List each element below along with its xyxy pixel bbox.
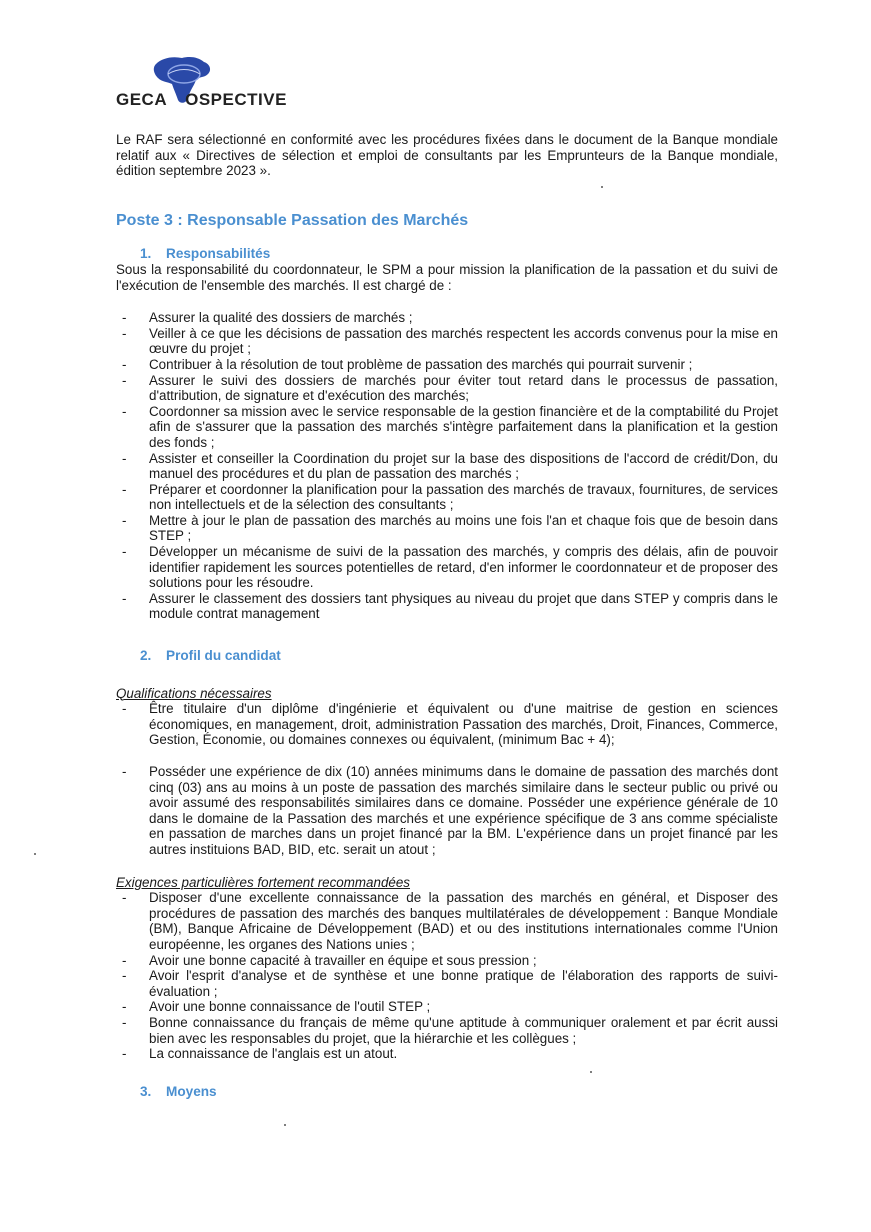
list-item: - Assurer le classement des dossiers tant physiques au niveau du projet que dans STEP y compris dans le module contrat management bbox=[116, 591, 778, 622]
company-logo bbox=[116, 54, 316, 112]
qualifications-list bbox=[116, 701, 778, 857]
list-item: - Assurer la qualité des dossiers de marchés ; bbox=[116, 310, 778, 326]
list-item: - Veiller à ce que les décisions de passation des marchés respectent les accords convenus pour la mise en œuvre du projet ; bbox=[116, 326, 778, 357]
scan-speck bbox=[590, 1071, 592, 1073]
list-item: - Mettre à jour le plan de passation des marchés au moins une fois l'an et chaque fois que de besoin dans STEP ; bbox=[116, 513, 778, 544]
scan-speck bbox=[34, 853, 36, 855]
list-item: - Contribuer à la résolution de tout problème de passation des marchés qui pourrait survenir ; bbox=[116, 357, 778, 373]
poste-title: Poste 3 : Responsable Passation des Marchés bbox=[116, 211, 469, 229]
section-heading-responsabilites: 1. Responsabilités bbox=[140, 246, 271, 262]
exigences-list bbox=[116, 890, 778, 1062]
intro-paragraph: Le RAF sera sélectionné en conformité avec les procédures fixées dans le document de la Banque mondiale relatif aux « Directives de sélection et emploi de consultants par les Emprunteurs de la Banque mondiale, édition septembre 2023 ». bbox=[116, 132, 778, 179]
scan-speck bbox=[284, 1124, 286, 1126]
list-item: - Coordonner sa mission avec le service responsable de la gestion financière et de la comptabilité du Projet afin de s'assurer que la passation des marchés s'intègre parfaitement dans la planification et la gestion des fonds ; bbox=[116, 404, 778, 451]
section-heading-moyens: 3. Moyens bbox=[140, 1083, 217, 1099]
list-item: - Préparer et coordonner la planification pour la passation des marchés de travaux, fournitures, de services non intellectuels et de la sélection des consultants ; bbox=[116, 482, 778, 513]
list-item: - Avoir une bonne capacité à travailler en équipe et sous pression ; bbox=[116, 953, 778, 969]
logo-text: GECA OSPECTIVE bbox=[116, 90, 287, 109]
scan-speck bbox=[601, 186, 603, 188]
qualifications-subheading: Qualifications nécessaires bbox=[116, 685, 272, 701]
document-body bbox=[116, 132, 778, 1099]
list-item: - Disposer d'une excellente connaissance de la passation des marchés en général, et Disposer des procédures de passation des marchés des banques multilatérales de développement : Banque Mondiale (BM), Banque Africaine de Développement (BAD) et ou des institutions internationales comme l'Union européenne, les organes des Nations unies ; bbox=[116, 890, 778, 952]
list-item: - Assurer le suivi des dossiers de marchés pour éviter tout retard dans le processus de passation, d'attribution, de signature et d'exécution des marchés; bbox=[116, 373, 778, 404]
list-item: - Avoir l'esprit d'analyse et de synthèse et une bonne pratique de l'élaboration des rapports de suivi-évaluation ; bbox=[116, 968, 778, 999]
list-item: - Développer un mécanisme de suivi de la passation des marchés, y compris des délais, afin de pouvoir identifier rapidement les sources potentielles de retard, d'en informer le coordonnateur et de proposer des solutions pour les résoudre. bbox=[116, 544, 778, 591]
list-item: - Bonne connaissance du français de même qu'une aptitude à communiquer oralement et par écrit aussi bien avec les responsables du projet, que la hiérarchie et les collègues ; bbox=[116, 1015, 778, 1046]
section-heading-profil: 2. Profil du candidat bbox=[140, 648, 281, 664]
list-item: - La connaissance de l'anglais est un atout. bbox=[116, 1046, 778, 1062]
responsabilites-list bbox=[116, 310, 778, 622]
list-item: - Avoir une bonne connaissance de l'outil STEP ; bbox=[116, 999, 778, 1015]
list-item: - Posséder une expérience de dix (10) années minimums dans le domaine de passation des marchés dont cinq (03) ans au moins à un poste de passation des marchés similaire dans le secteur public ou privé ou avoir assumé des responsabilités similaires dans ce domaine. Posséder une expérience générale de 10 dans le domaine de la Passation des marchés et une expérience spécifique de 3 ans comme spécialiste en passation de marches dans un projet financé par la BM. L'expérience dans un projet financé par les autres instituions BAD, BID, etc. serait un atout ; bbox=[116, 764, 778, 858]
list-item: - Assister et conseiller la Coordination du projet sur la base des dispositions de l'accord de crédit/Don, du manuel des procédures et du plan de passation des marchés ; bbox=[116, 451, 778, 482]
responsabilites-lead: Sous la responsabilité du coordonnateur, le SPM a pour mission la planification de la passation et du suivi de l'exécution de l'ensemble des marchés. Il est chargé de : bbox=[116, 261, 778, 293]
exigences-subheading: Exigences particulières fortement recommandées bbox=[116, 874, 410, 890]
list-item: - Être titulaire d'un diplôme d'ingénierie et équivalent ou d'une maitrise de gestion en sciences économiques, en management, droit, administration Passation des marchés, Droit, Finances, Commerce, Gestion, Économie, ou domaines connexes ou équivalent, (minimum Bac + 4); bbox=[116, 701, 778, 748]
